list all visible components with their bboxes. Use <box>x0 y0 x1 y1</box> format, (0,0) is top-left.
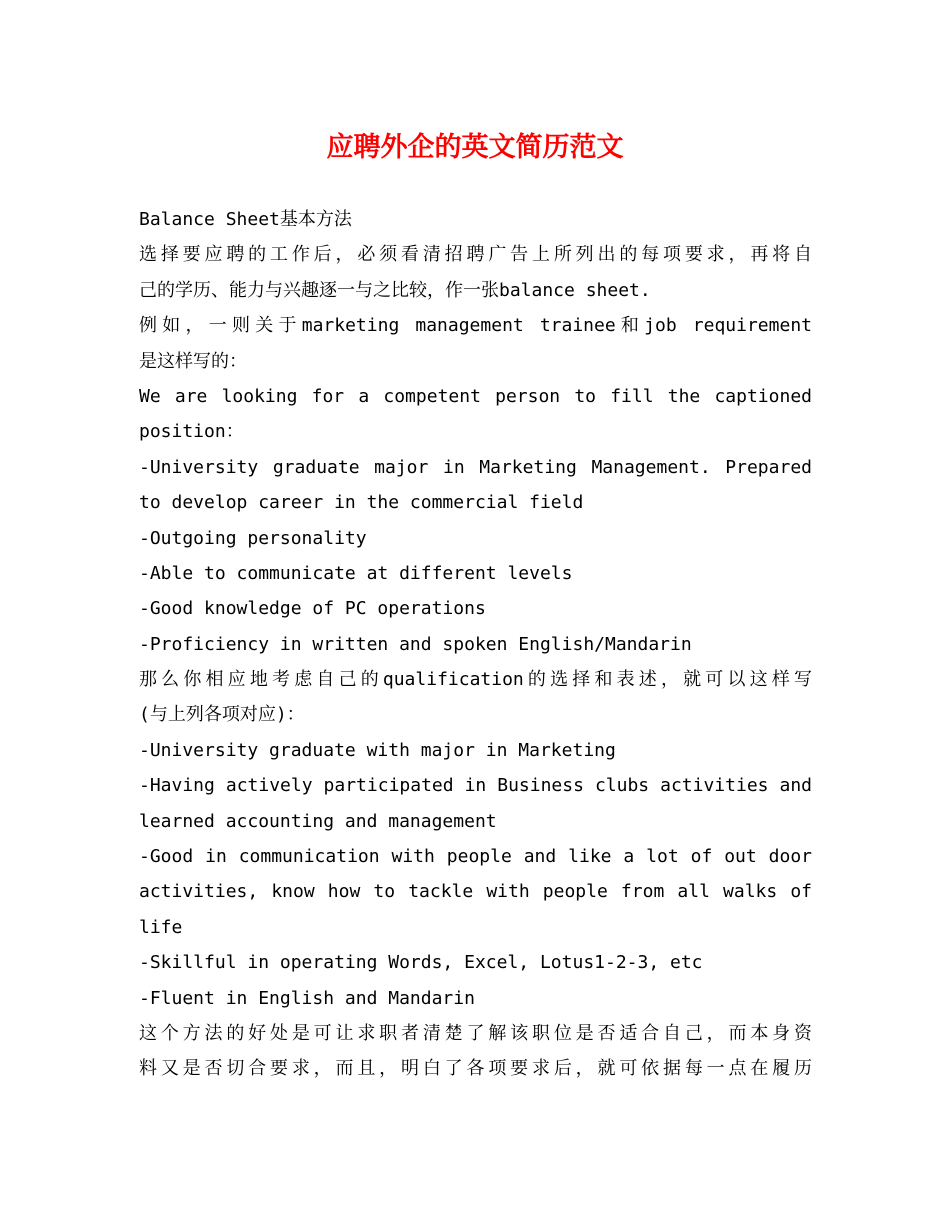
text-line: -University graduate with major in Marketing <box>139 739 616 761</box>
text-line: 选择要应聘的工作后，必须看清招聘广告上所列出的每项要求，再将自 <box>139 244 812 266</box>
text-line: 例如，一则关于marketing management trainee和job requirement <box>139 315 812 337</box>
document-body <box>139 202 812 1087</box>
text-line: -Having actively participated in Business clubs activities and <box>139 775 812 797</box>
text-line: -Good knowledge of PC operations <box>139 598 486 620</box>
text-line: -Able to communicate at different levels <box>139 562 573 584</box>
document-title: 应聘外企的英文简历范文 <box>326 132 624 163</box>
text-line: -Fluent in English and Mandarin <box>139 987 475 1009</box>
text-line: (与上列各项对应)： <box>139 704 305 726</box>
text-line: activities, know how to tackle with people from all walks of <box>139 881 812 903</box>
text-line: 那么你相应地考虑自己的qualification的选择和表述，就可以这样写 <box>139 669 812 691</box>
text-line: 料又是否切合要求，而且，明白了各项要求后，就可依据每一点在履历 <box>139 1058 812 1080</box>
text-line: -Skillful in operating Words, Excel, Lotus1-2-3, etc <box>139 952 703 974</box>
text-line: to develop career in the commercial field <box>139 492 584 514</box>
text-line: position： <box>139 421 244 443</box>
text-line: -Proficiency in written and spoken English/Mandarin <box>139 633 692 655</box>
text-line: life <box>139 916 183 938</box>
text-line: 是这样写的： <box>139 350 247 372</box>
text-line: We are looking for a competent person to fill the captioned <box>139 385 812 407</box>
text-line: 己的学历、能力与兴趣逐一与之比较，作一张balance sheet. <box>139 279 651 301</box>
text-line: -Good in communication with people and like a lot of out door <box>139 846 812 868</box>
text-line: learned accounting and management <box>139 810 497 832</box>
text-line: 这个方法的好处是可让求职者清楚了解该职位是否适合自己，而本身资 <box>139 1022 812 1044</box>
text-line: -University graduate major in Marketing Management. Prepared <box>139 456 812 478</box>
text-line: -Outgoing personality <box>139 527 367 549</box>
text-line: Balance Sheet基本方法 <box>139 209 352 230</box>
